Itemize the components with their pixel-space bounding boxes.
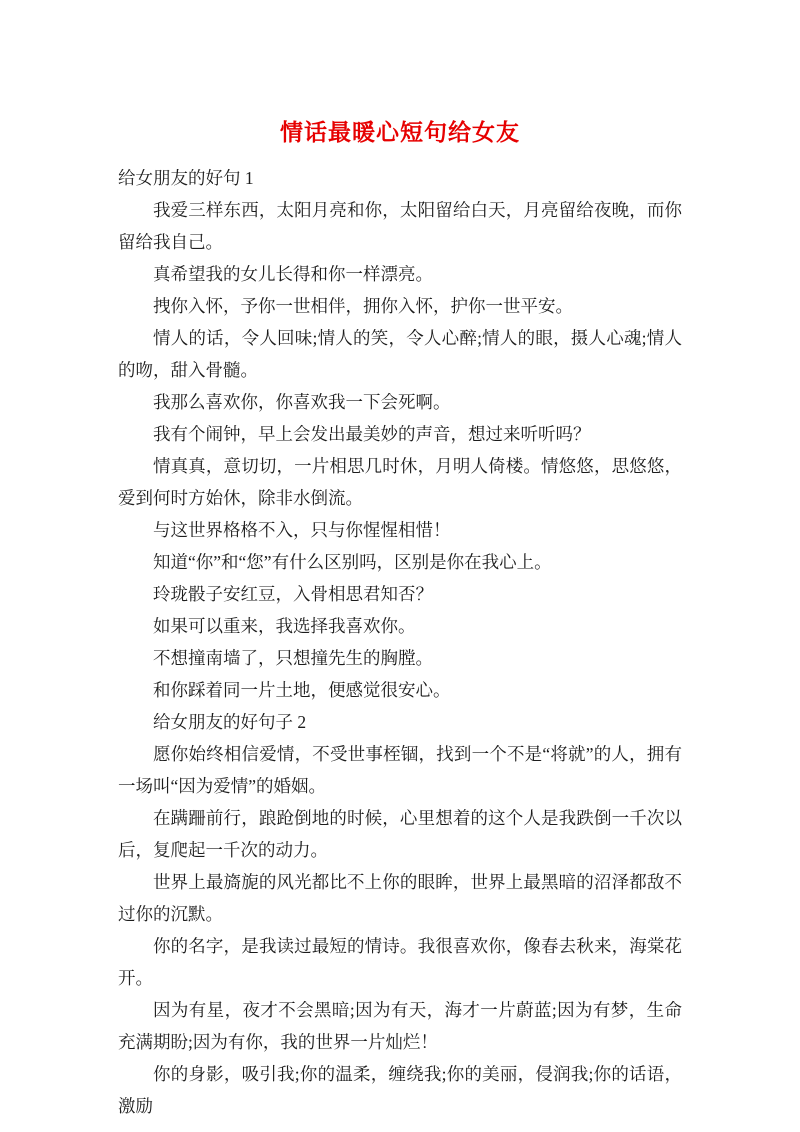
paragraph: 拽你入怀，予你一世相伴，拥你入怀，护你一世平安。 [153, 296, 573, 316]
paragraph: 不想撞南墙了，只想撞先生的胸膛。 [153, 648, 433, 668]
paragraph: 在蹒跚前行，踉跄倒地的时候，心里想着的这个人是我跌倒一千次以后，复爬起一千次的动力。 [118, 808, 682, 860]
paragraph: 愿你始终相信爱情，不受世事桎锢，找到一个不是“将就”的人，拥有一场叫“因为爱情”的婚姻。 [118, 744, 682, 796]
paragraph: 和你踩着同一片土地，便感觉很安心。 [153, 680, 451, 700]
paragraph: 玲珑骰子安红豆，入骨相思君知否？ [153, 584, 433, 604]
paragraph: 与这世界格格不入，只与你惺惺相惜！ [153, 520, 451, 540]
paragraph: 如果可以重来，我选择我喜欢你。 [153, 616, 416, 636]
paragraph: 你的身影，吸引我;你的温柔，缠绕我;你的美丽，侵润我;你的话语，激励 [118, 1064, 682, 1116]
paragraph: 情人的话，令人回味;情人的笑，令人心醉;情人的眼，摄人心魂;情人的吻，甜入骨髓。 [118, 328, 682, 380]
paragraph: 知道“你”和“您”有什么区别吗，区别是你在我心上。 [153, 552, 552, 572]
paragraph: 我有个闹钟，早上会发出最美妙的声音，想过来听听吗？ [153, 424, 591, 444]
document-title: 情话最暖心短句给女友 [280, 119, 520, 145]
paragraph: 世界上最旖旎的风光都比不上你的眼眸，世界上最黑暗的沼泽都敌不过你的沉默。 [118, 872, 682, 924]
paragraph: 真希望我的女儿长得和你一样漂亮。 [153, 264, 433, 284]
paragraph: 情真真，意切切，一片相思几时休，月明人倚楼。情悠悠，思悠悠，爱到何时方始休，除非水倒流。 [118, 456, 682, 508]
document-body [118, 162, 682, 1122]
paragraph: 给女朋友的好句子 2 [153, 712, 307, 732]
paragraph: 你的名字，是我读过最短的情诗。我很喜欢你，像春去秋来，海棠花开。 [118, 936, 682, 988]
paragraph: 我那么喜欢你，你喜欢我一下会死啊。 [153, 392, 451, 412]
paragraph: 因为有星，夜才不会黑暗;因为有天，海才一片蔚蓝;因为有梦，生命充满期盼;因为有你，我的世界一片灿烂！ [118, 1000, 682, 1052]
paragraph: 我爱三样东西，太阳月亮和你，太阳留给白天，月亮留给夜晚，而你留给我自己。 [118, 200, 682, 252]
paragraph: 给女朋友的好句 1 [118, 168, 254, 188]
